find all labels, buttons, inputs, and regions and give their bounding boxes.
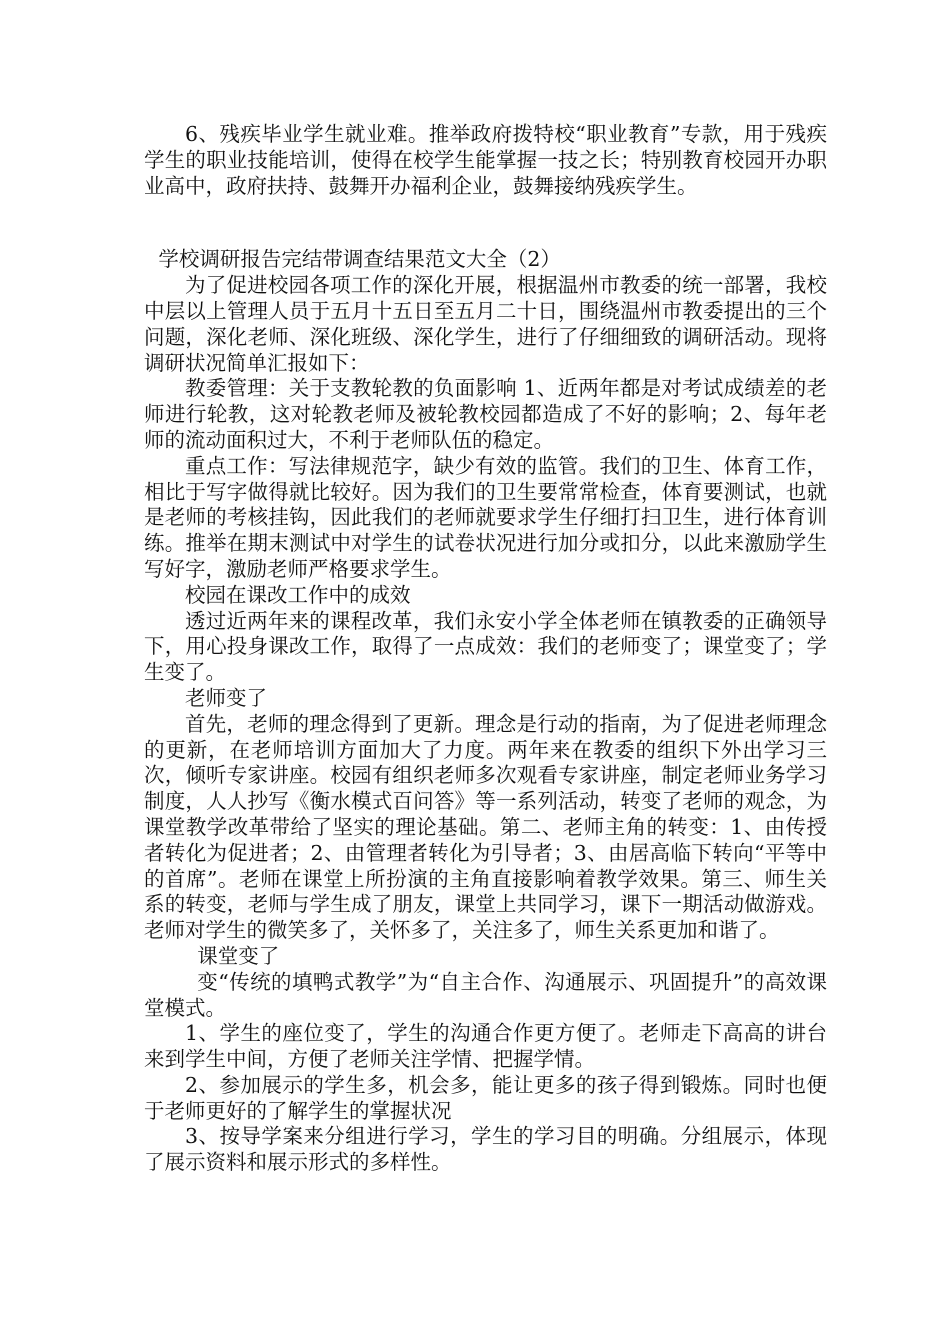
heading-classroom-changed: 课堂变了 <box>197 943 280 968</box>
document-page <box>144 122 827 1176</box>
paragraph-point-3: 3、按导学案来分组进行学习，学生的学习目的明确。分组展示，体现了展示资料和展示形式的多样性。 <box>144 1124 827 1175</box>
paragraph-key-work: 重点工作：写法律规范字，缺少有效的监管。我们的卫生、体育工作，相比于写字做得就比较好。因为我们的卫生要常常检查，体育要测试，也就是老师的考核挂钩，因此我们的老师就要求学生仔细打扫卫生，进行体育训练。推举在期末测试中对学生的试卷状况进行加分或扣分，以此来激励学生写好字，激励老师严格要求学生。 <box>144 453 827 581</box>
paragraph-intro: 为了促进校园各项工作的深化开展，根据温州市教委的统一部署，我校中层以上管理人员于五月十五日至五月二十日，围绕温州市教委提出的三个问题，深化老师、深化班级、深化学生，进行了仔细细致的调研活动。现将调研状况简单汇报如下： <box>144 273 827 375</box>
paragraph-gap <box>144 199 827 247</box>
paragraph-point-2: 2、参加展示的学生多，机会多，能让更多的孩子得到锻炼。同时也便于老师更好的了解学生的掌握状况 <box>144 1072 827 1123</box>
paragraph-teachers: 首先，老师的理念得到了更新。理念是行动的指南，为了促进老师理念的更新，在老师培训方面加大了力度。两年来在教委的组织下外出学习三次，倾听专家讲座。校园有组织老师多次观看专家讲座，制定老师业务学习制度，人人抄写《衡水模式百问答》等一系列活动，转变了老师的观念，为课堂教学改革带给了坚实的理论基础。第二、老师主角的转变：1、由传授者转化为促进者；2、由管理者转化为引导者；3、由居高临下转向“平等中的首席”。老师在课堂上所扮演的主角直接影响着教学效果。第三、师生关系的转变，老师与学生成了朋友，课堂上共同学习，课下一期活动做游戏。老师对学生的微笑多了，关怀多了，关注多了，师生关系更加和谐了。 <box>144 711 827 943</box>
paragraph-classroom-model: 变“传统的填鸭式教学”为“自主合作、沟通展示、巩固提升”的高效课堂模式。 <box>144 969 827 1020</box>
heading-teachers-changed: 老师变了 <box>185 685 267 710</box>
section-title: 学校调研报告完结带调查结果范文大全（2） <box>158 247 561 272</box>
paragraph-achievements: 透过近两年来的课程改革，我们永安小学全体老师在镇教委的正确领导下，用心投身课改工作，取得了一点成效：我们的老师变了；课堂变了；学生变了。 <box>144 608 827 685</box>
paragraph-management: 教委管理：关于支教轮教的负面影响 1、近两年都是对考试成绩差的老师进行轮教，这对轮教老师及被轮教校园都造成了不好的影响；2、每年老师的流动面积过大，不利于老师队伍的稳定。 <box>144 376 827 452</box>
paragraph-point-1: 1、学生的座位变了，学生的沟通合作更方便了。老师走下高高的讲台来到学生中间，方便了老师关注学情、把握学情。 <box>144 1021 827 1072</box>
paragraph-employment: 6、残疾毕业学生就业难。推举政府拨特校“职业教育”专款，用于残疾学生的职业技能培训，使得在校学生能掌握一技之长；特别教育校园开办职业高中，政府扶持、鼓舞开办福利企业，鼓舞接纳残疾学生。 <box>144 122 827 198</box>
heading-achievements: 校园在课改工作中的成效 <box>185 582 411 607</box>
